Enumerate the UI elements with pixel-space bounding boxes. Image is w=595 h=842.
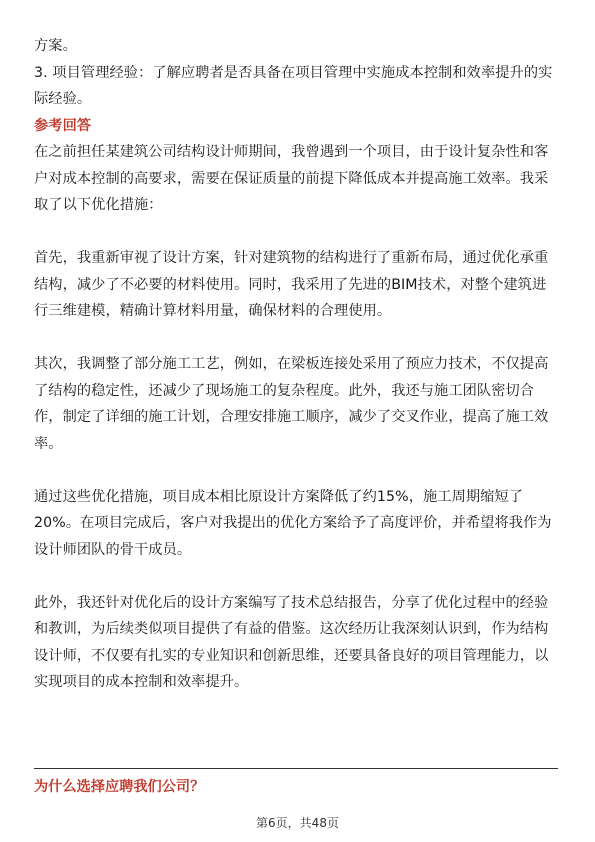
paragraph-line: 户对成本控制的高要求，需要在保证质量的前提下降低成本并提高施工效率。我采 [34, 170, 549, 187]
page-content [34, 33, 564, 696]
paragraph-line: 行三维建模，精确计算材料用量，确保材料的合理使用。 [34, 303, 392, 319]
paragraph-line: 设计师，不仅要有扎实的专业知识和创新思维，还要具备良好的项目管理能力，以 [34, 647, 549, 664]
paragraph-line: 首先，我重新审视了设计方案，针对建筑物的结构进行了重新布局，通过优化承重 [34, 250, 549, 266]
paragraph-line: 和教训，为后续类似项目提供了有益的借鉴。这次经历让我深刻认识到，作为结构 [34, 621, 549, 637]
paragraph-line: 通过这些优化措施，项目成本相比原设计方案降低了约15%，施工周期缩短了 [34, 488, 524, 505]
answer-paragraph-2 [34, 245, 564, 325]
paragraph-line: 20%。在项目完成后，客户对我提出的优化方案给予了高度评价，并希望将我作为 [34, 515, 552, 531]
question-item-3: 3. 项目管理经验：了解应聘者是否具备在项目管理中实施成本控制和效率提升的实 [34, 64, 553, 81]
question-item-3-cont: 际经验。 [34, 91, 92, 107]
paragraph-line: 取了以下优化措施： [34, 197, 163, 213]
page-footer: 第6页，共48页 [256, 816, 339, 830]
paragraph-line: 结构，减少了不必要的材料使用。同时，我采用了先进的BIM技术，对整个建筑进 [34, 276, 547, 293]
next-section-heading: 为什么选择应聘我们公司？ [34, 779, 205, 795]
paragraph-line: 此外，我还针对优化后的设计方案编写了技术总结报告，分享了优化过程中的经验 [34, 594, 549, 611]
paragraph-line: 在之前担任某建筑公司结构设计师期间，我曾遇到一个项目，由于设计复杂性和客 [34, 144, 549, 160]
reference-answer-heading: 参考回答 [34, 117, 92, 134]
answer-paragraph-1 [34, 139, 564, 219]
paragraph-line: 作，制定了详细的施工计划，合理安排施工顺序，减少了交叉作业，提高了施工效 [34, 409, 549, 425]
paragraph-line: 实现项目的成本控制和效率提升。 [34, 674, 249, 690]
paragraph-line: 了结构的稳定性，还减少了现场施工的复杂程度。此外，我还与施工团队密切合 [34, 382, 535, 399]
answer-paragraph-4 [34, 484, 564, 564]
paragraph-line: 设计师团队的骨干成员。 [34, 541, 192, 558]
paragraph-line: 率。 [34, 435, 63, 452]
answer-paragraph-5 [34, 590, 564, 696]
answer-paragraph-3 [34, 351, 564, 457]
paragraph-line: 其次，我调整了部分施工工艺，例如，在梁板连接处采用了预应力技术，不仅提高 [34, 356, 549, 372]
intro-line: 方案。 [34, 38, 77, 54]
section-divider [34, 768, 558, 769]
